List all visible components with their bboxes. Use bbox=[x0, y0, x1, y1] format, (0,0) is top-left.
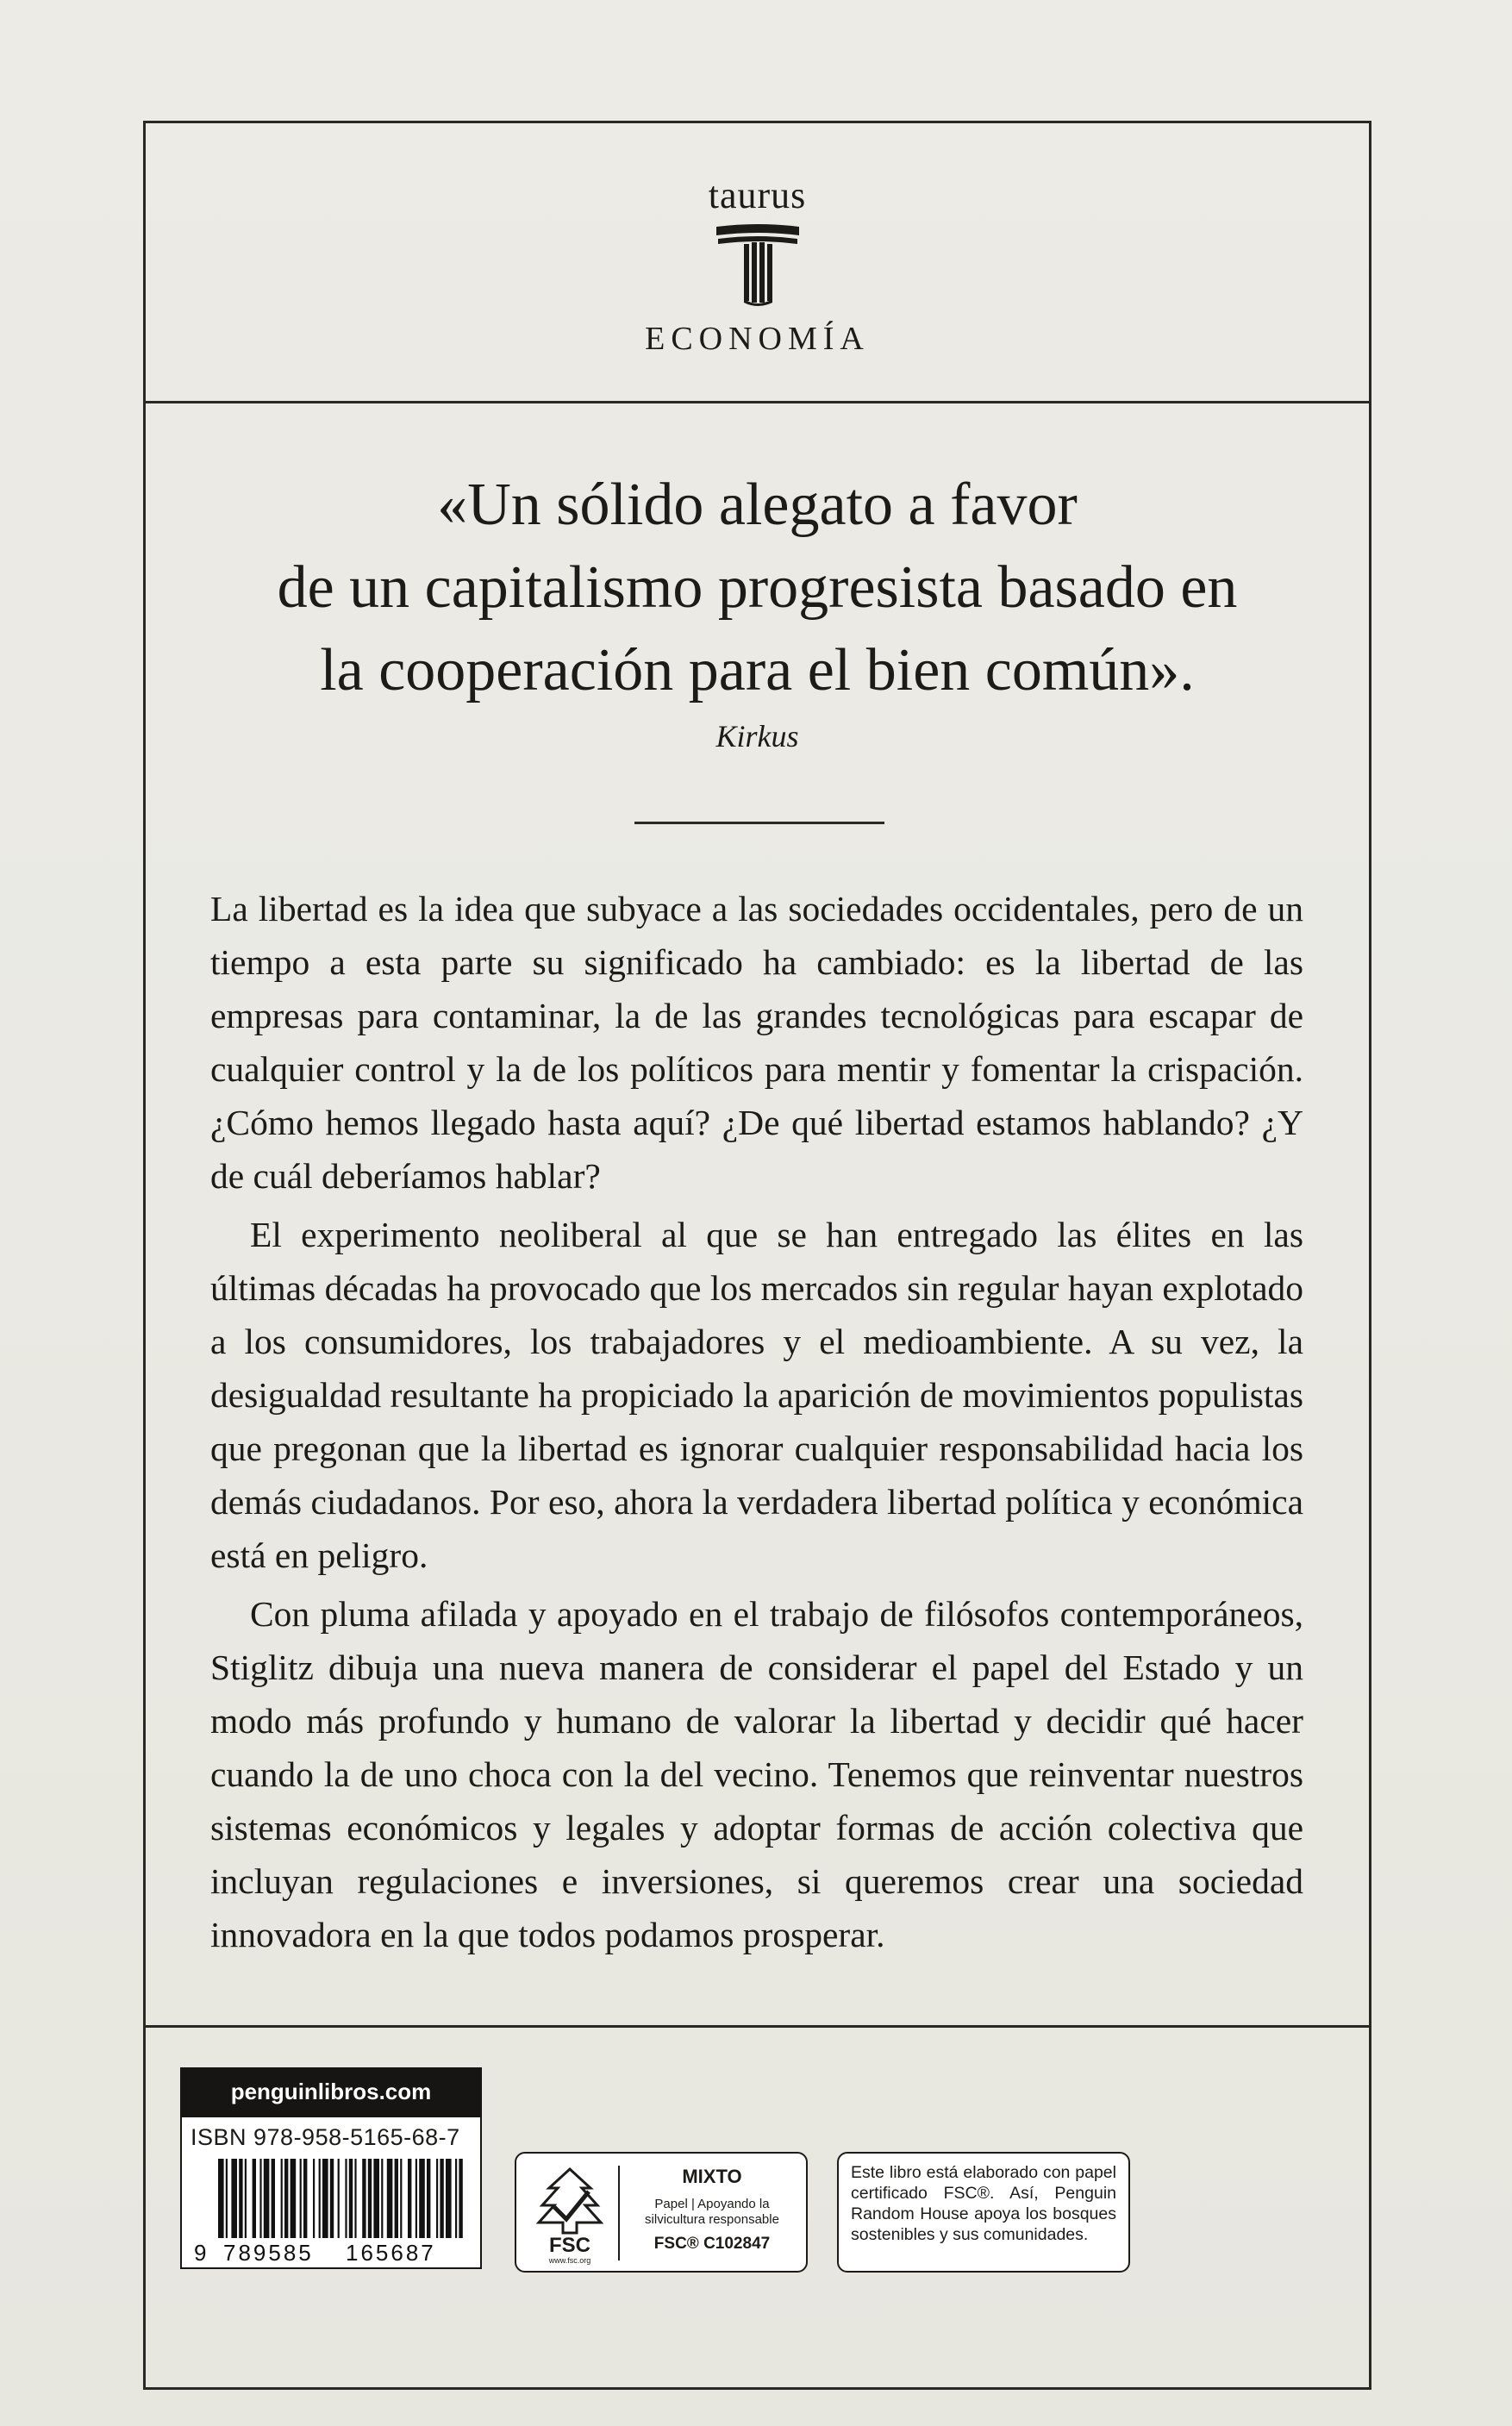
footer-divider bbox=[146, 2025, 1369, 2028]
fsc-certification-box bbox=[515, 2152, 808, 2273]
fsc-paper-line: silvicultura responsable bbox=[645, 2212, 779, 2227]
barcode-digits-left: 789585 bbox=[223, 2240, 314, 2264]
header-divider bbox=[146, 401, 1369, 403]
fsc-logo-url: www.fsc.org bbox=[548, 2256, 591, 2265]
quote-source: Kirkus bbox=[715, 719, 799, 753]
barcode-block bbox=[180, 2116, 482, 2269]
section-separator bbox=[634, 822, 884, 824]
fsc-code: FSC® C102847 bbox=[653, 2235, 771, 2253]
brand-name: taurus bbox=[708, 174, 807, 216]
quote-line: «Un sólido alegato a favor bbox=[437, 472, 1078, 538]
fsc-paper-line: Papel | Apoyando la bbox=[654, 2197, 770, 2211]
fsc-divider bbox=[618, 2166, 620, 2260]
synopsis-paragraph: La libertad es la idea que subyace a las sociedades occidentales, pero de un tiempo a esta parte su significado ha cambiado: es la libertad de las empresas para contaminar, la de las grandes tecnológicas para escapar de cualquier control y la de los políticos para mentir y fomentar la crispación. ¿Cómo hemos llegado hasta aquí? ¿De qué libertad estamos hablando? ¿Y de cuál deberíamos hablar? bbox=[210, 889, 1303, 1196]
fsc-note: Este libro está elaborado con papel certificado FSC®. Así, Penguin Random House apoya los bosques sostenibles y sus comunidades. bbox=[837, 2152, 1130, 2273]
synopsis-paragraph: El experimento neoliberal al que se han entregado las élites en las últimas décadas ha provocado que los mercados sin regular hayan explotado a los consumidores, los trabajadores y el medioambiente. A su vez, la desigualdad resultante ha propiciado la aparición de movimientos populistas que pregonan que la libertad es ignorar cualquier responsabilidad hacia los demás ciudadanos. Por eso, ahora la verdadera libertad política y económica está en peligro. bbox=[210, 1215, 1303, 1575]
publisher-brand bbox=[146, 174, 1369, 358]
fsc-mixto-label: MIXTO bbox=[682, 2166, 742, 2187]
synopsis-paragraph: Con pluma afilada y apoyado en el trabajo de filósofos contemporáneos, Stiglitz dibuja una nueva manera de considerar el papel del Estado y un modo más profundo y humano de valorar la libertad y decidir qué hacer cuando la de uno choca con la del vecino. Tenemos que reinventar nuestros sistemas económicos y legales y adoptar formas de acción colectiva que incluyan regulaciones e inversiones, si queremos crear una sociedad innovadora en la que todos podamos prosperar. bbox=[210, 1594, 1303, 1954]
taurus-t-logo-icon bbox=[713, 223, 803, 306]
fsc-tree-check-icon bbox=[528, 2162, 611, 2266]
fsc-text bbox=[623, 2166, 801, 2254]
barcode-digits-prefix: 9 bbox=[194, 2240, 207, 2264]
quote-line: la cooperación para el bien común». bbox=[320, 637, 1195, 703]
imprint-label: ECONOMÍA bbox=[645, 321, 870, 357]
publisher-url: penguinlibros.com bbox=[180, 2067, 482, 2116]
isbn-label: ISBN 978-958-5165-68-7 bbox=[191, 2124, 460, 2150]
barcode-icon bbox=[192, 2159, 473, 2264]
cover-frame bbox=[143, 121, 1371, 2390]
fsc-logo-label: FSC bbox=[549, 2234, 590, 2257]
blurb-quote bbox=[146, 464, 1369, 712]
quote-line: de un capitalismo progresista basado en bbox=[277, 554, 1238, 621]
synopsis bbox=[210, 882, 1303, 1961]
fsc-paper-label bbox=[623, 2197, 801, 2228]
barcode-digits-right: 165687 bbox=[346, 2240, 436, 2264]
